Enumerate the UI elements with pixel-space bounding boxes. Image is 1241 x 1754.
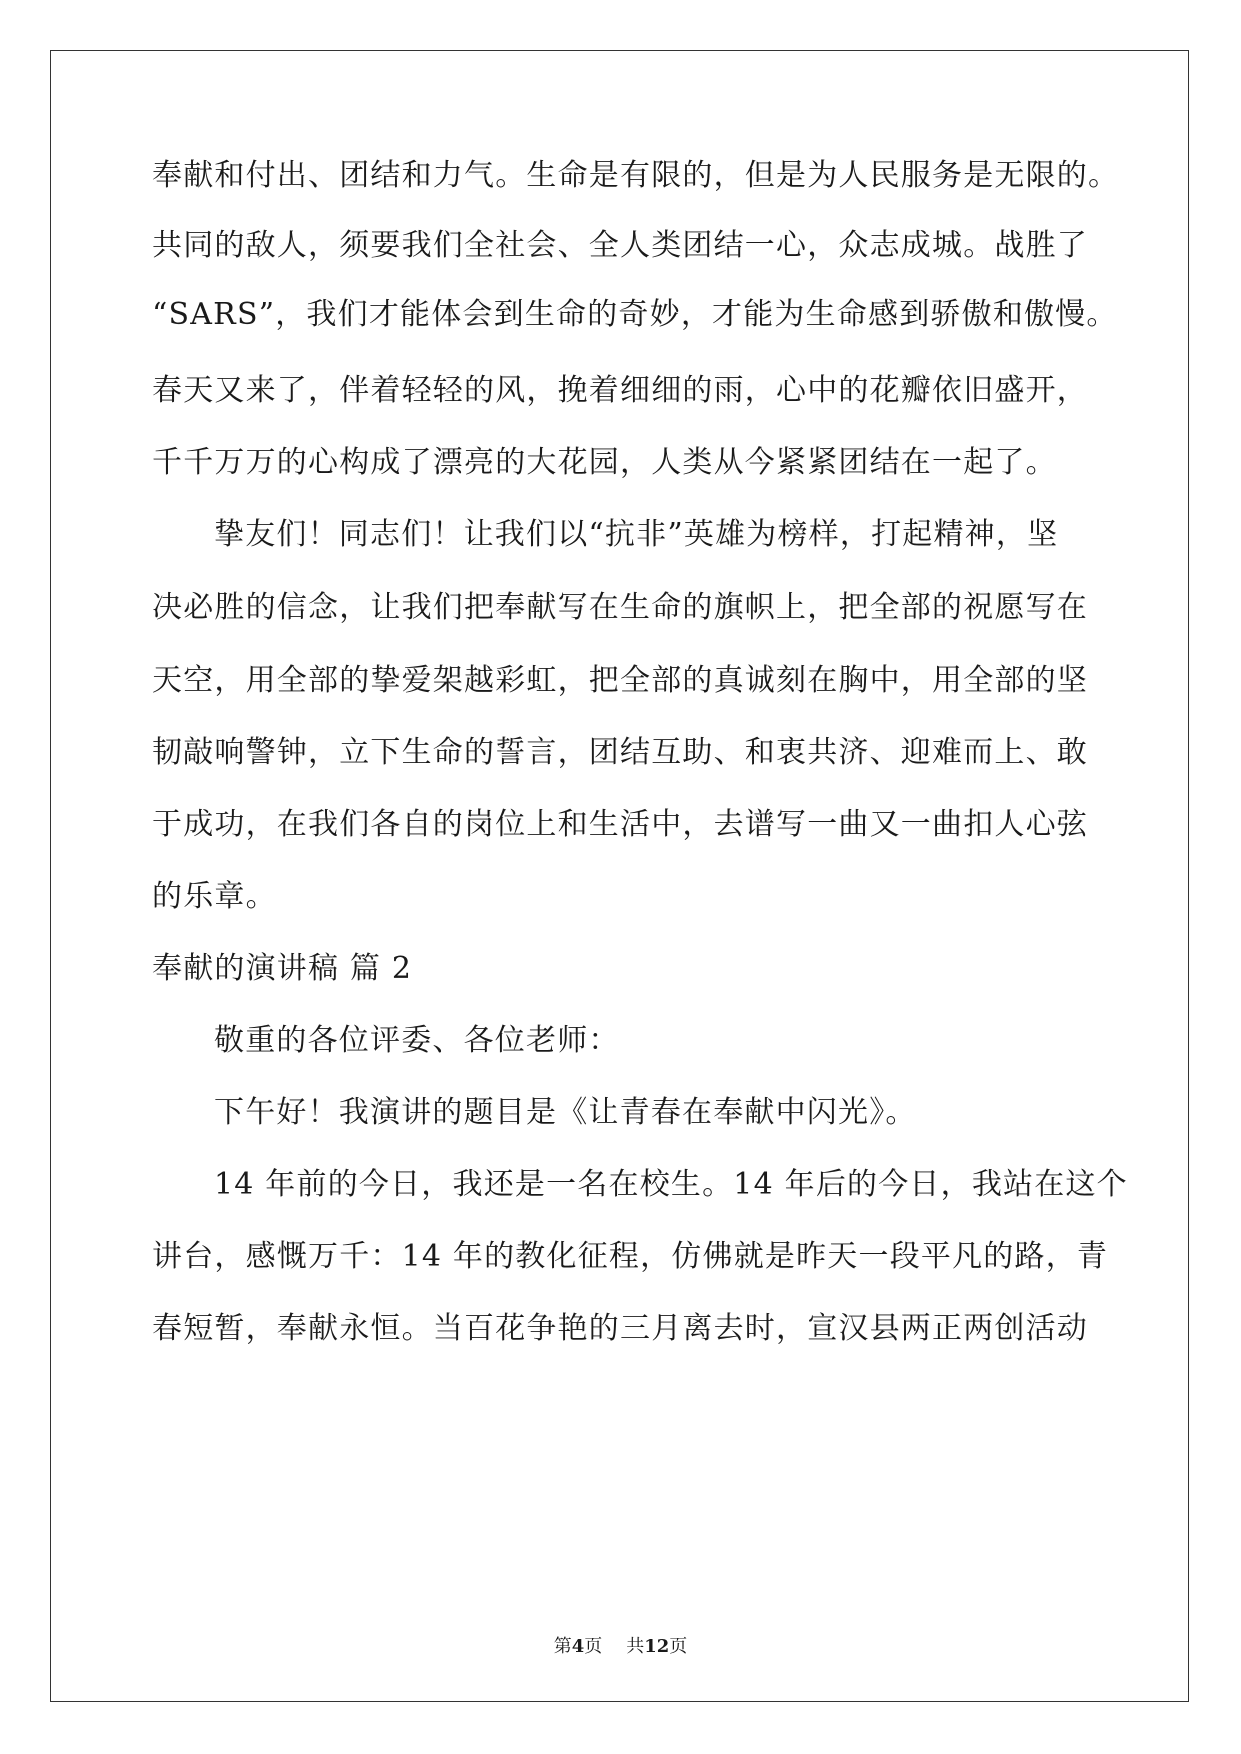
total-prefix: 共	[626, 1636, 645, 1657]
body-line: 于成功，在我们各自的岗位上和生活中，去谱写一曲又一曲扣人心弦	[152, 807, 1088, 842]
body-line: 的乐章。	[152, 879, 277, 914]
body-line: “SARS”，我们才能体会到生命的奇妙，才能为生命感到骄傲和傲慢。	[152, 297, 1118, 332]
current-page-number: 4	[571, 1636, 585, 1657]
page-mid: 页	[584, 1636, 603, 1657]
body-line: 挚友们！同志们！让我们以“抗非”英雄为榜样，打起精神，坚	[214, 517, 1059, 552]
body-line: 春短暂，奉献永恒。当百花争艳的三月离去时，宣汉县两正两创活动	[152, 1311, 1088, 1346]
page-prefix: 第	[553, 1636, 572, 1657]
section-heading: 奉献的演讲稿 篇 2	[152, 951, 413, 986]
body-line: 讲台，感慨万千：14 年的教化征程，仿佛就是昨天一段平凡的路，青	[152, 1239, 1109, 1274]
body-line: 敬重的各位评委、各位老师：	[214, 1023, 620, 1058]
body-line: 千千万万的心构成了漂亮的大花园，人类从今紧紧团结在一起了。	[152, 445, 1057, 480]
body-line: 天空，用全部的挚爱架越彩虹，把全部的真诚刻在胸中，用全部的坚	[152, 663, 1088, 698]
body-line: 决必胜的信念，让我们把奉献写在生命的旗帜上，把全部的祝愿写在	[152, 590, 1088, 625]
body-line: 共同的敌人，须要我们全社会、全人类团结一心，众志成城。战胜了	[152, 228, 1088, 263]
total-page-number: 12	[644, 1636, 670, 1657]
body-line: 春天又来了，伴着轻轻的风，挽着细细的雨，心中的花瓣依旧盛开，	[152, 373, 1088, 408]
body-line: 韧敲响警钟，立下生命的誓言，团结互助、和衷共济、迎难而上、敢	[152, 735, 1088, 770]
body-line: 14 年前的今日，我还是一名在校生。14 年后的今日，我站在这个	[214, 1167, 1128, 1202]
total-suffix: 页	[669, 1636, 688, 1657]
body-line: 奉献和付出、团结和力气。生命是有限的，但是为人民服务是无限的。	[152, 158, 1120, 193]
body-line: 下午好！我演讲的题目是《让青春在奉献中闪光》。	[214, 1095, 917, 1130]
page-footer	[0, 1635, 1241, 1659]
